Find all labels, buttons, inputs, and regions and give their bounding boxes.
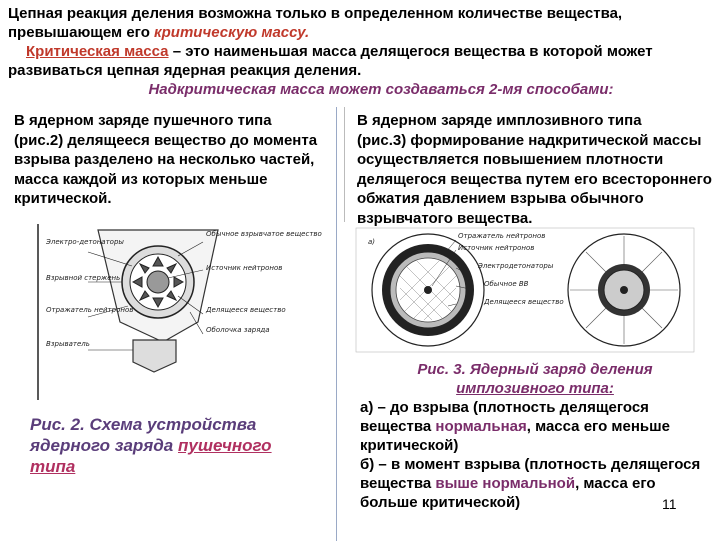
fig3-label-fissile: Делящееся вещество xyxy=(484,298,564,306)
fig3-b-highlight: выше нормальной xyxy=(435,475,576,492)
fig3-implosion-diagram xyxy=(356,226,696,354)
fig2-caption xyxy=(30,414,280,477)
fig3a-neutron-source xyxy=(424,286,432,294)
fig3-caption xyxy=(360,360,710,512)
fig3-label-conventional: Обычное ВВ xyxy=(484,280,529,288)
supercritical-heading: Надкритическая масса может создаваться 2-мя способами: xyxy=(148,81,614,98)
fig3-caption-b xyxy=(360,455,710,512)
fig3-caption-title: Рис. 3. Ядерный заряд деления xyxy=(417,361,653,378)
fig3b-neutron-source xyxy=(620,286,628,294)
fig2-label-fuse: Взрыватель xyxy=(46,340,90,348)
fig2-label-reflector: Отражатель нейтронов xyxy=(46,306,134,314)
fig2-label-detonators: Электро-детонаторы xyxy=(46,238,124,246)
fig3-a-post: , масса его меньше критической) xyxy=(360,418,670,454)
intro-line2: превышающем его xyxy=(8,24,155,41)
fig3-a-text: а) – до взрыва (плотность делящегося вещества xyxy=(360,399,649,435)
fig3-label-reflector: Отражатель нейтронов xyxy=(458,232,546,240)
fig3-caption-subtitle: имплозивного типа: xyxy=(456,380,614,397)
gun-type-body: (рис.2) делящееся вещество до момента взрыва разделено на несколько частей, масса каждой из которых меньше критической. xyxy=(14,131,318,207)
critical-mass-em: критическую массу. xyxy=(154,24,310,41)
fig2-gun-type-diagram xyxy=(28,222,322,402)
fig3-label-a: а) xyxy=(368,238,376,246)
fig3-b-post: , масса его больше критической) xyxy=(360,475,656,511)
fig3-caption-a xyxy=(360,398,710,455)
implosion-type-body: (рис.3) формирование надкритической массы осуществляется повышением плотности делящегося вещества путем его всестороннего обжатия давлением взрыва обычного взрывчатого вещества. xyxy=(357,131,712,227)
fig2-label-fissile: Делящееся вещество xyxy=(206,306,286,314)
fig2-caption-text: Рис. 2. Схема устройства ядерного заряда xyxy=(30,415,257,455)
critical-mass-term: Критическая масса xyxy=(26,43,169,60)
fig2-label-shell: Оболочка заряда xyxy=(206,326,270,334)
intro-line1: Цепная реакция деления возможна только в определенном количестве вещества, xyxy=(8,5,623,22)
definition-line2: развиваться цепная ядерная реакция деления. xyxy=(8,62,362,79)
fig2-fuse-body xyxy=(133,340,176,372)
fig2-label-rod: Взрывной стержень xyxy=(46,274,121,282)
implosion-type-title: В ядерном заряде имплозивного типа xyxy=(357,112,642,129)
fig2-label-neutron-source: Источник нейтронов xyxy=(206,264,283,272)
fig2-label-conventional: Обычное взрывчатое вещество xyxy=(206,230,322,238)
critical-mass-definition: – это наименьшая масса делящегося вещества в которой может xyxy=(168,43,653,60)
fig3-b-text: б) – в момент взрыва (плотность делящегося вещества xyxy=(360,456,701,492)
gun-type-title: В ядерном заряде пушечного типа xyxy=(14,112,272,129)
page-number: 11 xyxy=(662,496,677,512)
fig2-neutron-source xyxy=(147,271,169,293)
intro-text xyxy=(8,4,714,99)
right-column xyxy=(344,107,715,227)
fig3-label-neutron-source: Источник нейтронов xyxy=(458,244,535,252)
fig3-a-highlight: нормальная xyxy=(435,418,527,435)
fig3-label-detonators: Электродетонаторы xyxy=(478,262,554,270)
fig2-caption-highlight: пушечного типа xyxy=(30,436,272,476)
